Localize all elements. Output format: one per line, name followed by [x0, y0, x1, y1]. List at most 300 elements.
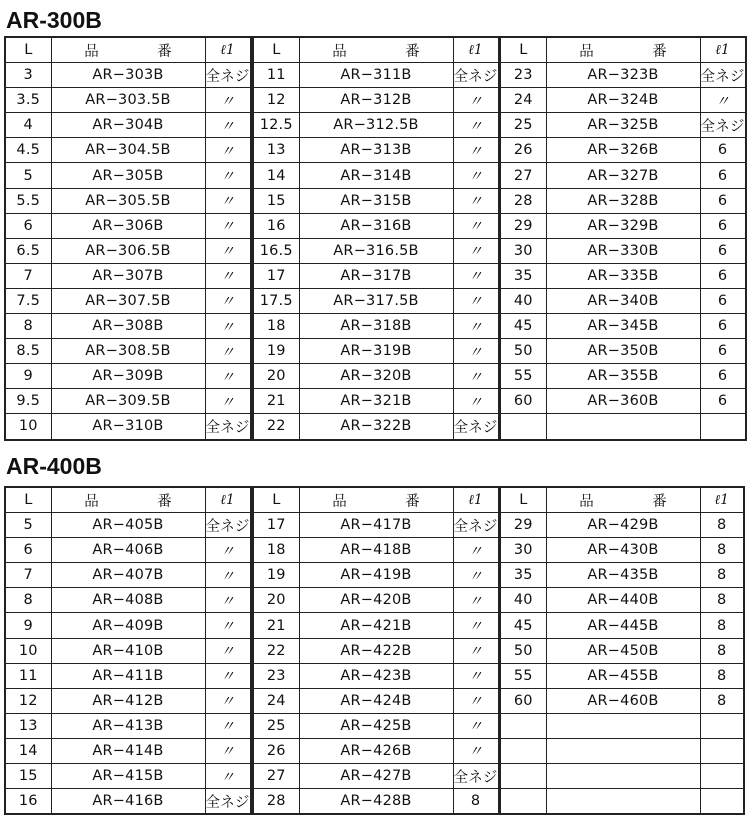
table-row [253, 613, 499, 638]
length-cell: 30 [500, 238, 546, 263]
thread-length-cell: 6 [700, 188, 746, 213]
table-row [500, 213, 746, 238]
length-cell: 21 [253, 613, 299, 638]
table-row [500, 764, 744, 789]
table-header-row [5, 487, 251, 513]
table-row [500, 113, 746, 138]
length-cell: 25 [253, 713, 299, 738]
part-number-cell: AR−430B [546, 538, 700, 563]
part-number-cell: AR−312B [299, 88, 453, 113]
length-cell: 9 [5, 364, 51, 389]
part-number-cell: AR−406B [51, 538, 205, 563]
length-cell: 60 [500, 688, 546, 713]
table-row [5, 88, 251, 113]
part-number-cell: AR−405B [51, 513, 205, 538]
table-row [253, 113, 499, 138]
part-number-cell: AR−445B [546, 613, 700, 638]
thread-length-cell: 6 [700, 263, 746, 288]
thread-length-cell: 〃 [453, 263, 499, 288]
thread-length-cell: 〃 [205, 663, 251, 688]
length-cell: 11 [253, 63, 299, 88]
part-number-cell: AR−411B [51, 663, 205, 688]
section-title-ar-400b: AR-400B [6, 453, 102, 479]
length-cell: 13 [5, 713, 51, 738]
length-cell: 25 [500, 113, 546, 138]
length-cell: 27 [253, 764, 299, 789]
part-number-cell [546, 414, 700, 440]
part-number-cell: AR−320B [299, 364, 453, 389]
thread-length-cell: 8 [453, 789, 499, 815]
length-cell: 7 [5, 563, 51, 588]
part-number-cell: AR−425B [299, 713, 453, 738]
thread-length-cell: 6 [700, 238, 746, 263]
length-cell [500, 764, 546, 789]
length-cell: 8.5 [5, 339, 51, 364]
thread-length-cell: 〃 [453, 538, 499, 563]
part-number-cell: AR−417B [299, 513, 453, 538]
part-number-cell: AR−306B [51, 213, 205, 238]
thread-length-cell: 全ネジ [205, 513, 251, 538]
table-row [5, 188, 251, 213]
length-cell: 13 [253, 138, 299, 163]
table-row [5, 163, 251, 188]
length-cell: 5 [5, 163, 51, 188]
thread-length-cell: 〃 [205, 288, 251, 313]
part-number-cell: AR−350B [546, 339, 700, 364]
table-row [253, 213, 499, 238]
thread-length-cell: 〃 [205, 213, 251, 238]
part-number-cell: AR−306.5B [51, 238, 205, 263]
thread-length-cell: 〃 [453, 563, 499, 588]
part-number-cell: AR−428B [299, 789, 453, 815]
part-number-cell: AR−311B [299, 63, 453, 88]
table-row [500, 339, 746, 364]
header-thread-length: ℓ1 [700, 487, 744, 513]
table-row [253, 513, 499, 538]
part-number-cell: AR−360B [546, 389, 700, 414]
table-row [253, 738, 499, 763]
thread-length-cell: 〃 [205, 314, 251, 339]
table-row [5, 314, 251, 339]
table-row [253, 663, 499, 688]
length-cell: 10 [5, 414, 51, 440]
table-row [500, 713, 744, 738]
header-part-number: 品 番 [546, 487, 700, 513]
part-number-cell: AR−310B [51, 414, 205, 440]
thread-length-cell [700, 414, 746, 440]
length-cell: 19 [253, 563, 299, 588]
length-cell: 18 [253, 538, 299, 563]
table-row [253, 638, 499, 663]
length-cell [500, 789, 546, 815]
part-number-cell: AR−440B [546, 588, 700, 613]
part-number-cell: AR−413B [51, 713, 205, 738]
length-cell [500, 713, 546, 738]
length-cell: 55 [500, 364, 546, 389]
table-row [253, 138, 499, 163]
thread-length-cell: 全ネジ [205, 789, 251, 815]
table-row [253, 713, 499, 738]
part-number-cell: AR−307.5B [51, 288, 205, 313]
part-number-cell: AR−416B [51, 789, 205, 815]
length-cell: 16.5 [253, 238, 299, 263]
part-number-cell: AR−326B [546, 138, 700, 163]
table-header-row [500, 487, 744, 513]
thread-length-cell: 6 [700, 339, 746, 364]
table-row [500, 638, 744, 663]
length-cell: 10 [5, 638, 51, 663]
part-number-cell: AR−335B [546, 263, 700, 288]
length-cell: 30 [500, 538, 546, 563]
part-number-cell: AR−315B [299, 188, 453, 213]
thread-length-cell: 〃 [205, 88, 251, 113]
length-cell: 50 [500, 339, 546, 364]
table-row [253, 688, 499, 713]
thread-length-cell: 〃 [453, 613, 499, 638]
section-title-ar-300b: AR-300B [6, 7, 102, 33]
table-header-row [253, 37, 499, 63]
header-thread-length: ℓ1 [205, 487, 251, 513]
table-row [5, 638, 251, 663]
part-number-cell: AR−415B [51, 764, 205, 789]
table-row [5, 738, 251, 763]
thread-length-cell: 8 [700, 663, 744, 688]
length-cell: 9.5 [5, 389, 51, 414]
header-length: L [253, 487, 299, 513]
part-number-cell: AR−328B [546, 188, 700, 213]
thread-length-cell: 〃 [205, 613, 251, 638]
header-part-number: 品 番 [51, 37, 205, 63]
header-length: L [5, 37, 51, 63]
length-cell: 12 [253, 88, 299, 113]
length-cell: 23 [500, 63, 546, 88]
table-row [500, 513, 744, 538]
part-number-cell: AR−407B [51, 563, 205, 588]
table-header-row [500, 37, 746, 63]
table-row [5, 663, 251, 688]
spec-table-2 [252, 486, 500, 815]
table-row [253, 314, 499, 339]
table-row [500, 563, 744, 588]
thread-length-cell: 8 [700, 638, 744, 663]
part-number-cell: AR−329B [546, 213, 700, 238]
part-number-cell: AR−419B [299, 563, 453, 588]
thread-length-cell: 〃 [453, 113, 499, 138]
part-number-cell: AR−324B [546, 88, 700, 113]
thread-length-cell: 〃 [453, 389, 499, 414]
thread-length-cell: 〃 [453, 314, 499, 339]
length-cell: 28 [253, 789, 299, 815]
length-cell: 60 [500, 389, 546, 414]
thread-length-cell [700, 738, 744, 763]
header-length: L [253, 37, 299, 63]
thread-length-cell: 全ネジ [700, 63, 746, 88]
length-cell: 20 [253, 364, 299, 389]
thread-length-cell: 〃 [205, 713, 251, 738]
length-cell: 14 [253, 163, 299, 188]
thread-length-cell: 〃 [205, 163, 251, 188]
table-row [5, 288, 251, 313]
spec-table-1 [4, 36, 252, 441]
part-number-cell: AR−423B [299, 663, 453, 688]
length-cell [500, 414, 546, 440]
part-number-cell: AR−321B [299, 389, 453, 414]
table-row [5, 613, 251, 638]
table-row [500, 288, 746, 313]
table-row [5, 588, 251, 613]
thread-length-cell: 8 [700, 588, 744, 613]
thread-length-cell: 全ネジ [205, 63, 251, 88]
length-cell: 11 [5, 663, 51, 688]
table-row [253, 263, 499, 288]
thread-length-cell: 〃 [205, 339, 251, 364]
table-row [253, 414, 499, 440]
header-length: L [500, 37, 546, 63]
length-cell: 27 [500, 163, 546, 188]
thread-length-cell: 〃 [453, 163, 499, 188]
length-cell: 7.5 [5, 288, 51, 313]
table-row [500, 613, 744, 638]
part-number-cell: AR−308B [51, 314, 205, 339]
header-thread-length: ℓ1 [453, 487, 499, 513]
thread-length-cell: 〃 [453, 238, 499, 263]
spec-table-2 [252, 36, 500, 441]
part-number-cell: AR−303B [51, 63, 205, 88]
table-row [500, 88, 746, 113]
thread-length-cell: 8 [700, 563, 744, 588]
thread-length-cell: 〃 [453, 339, 499, 364]
length-cell: 35 [500, 263, 546, 288]
part-number-cell: AR−308.5B [51, 339, 205, 364]
length-cell: 50 [500, 638, 546, 663]
table-row [500, 364, 746, 389]
table-row [5, 764, 251, 789]
length-cell: 15 [253, 188, 299, 213]
length-cell: 35 [500, 563, 546, 588]
thread-length-cell: 6 [700, 364, 746, 389]
thread-length-cell: 〃 [205, 738, 251, 763]
thread-length-cell: 6 [700, 163, 746, 188]
table-row [253, 364, 499, 389]
length-cell: 4.5 [5, 138, 51, 163]
table-row [500, 738, 744, 763]
thread-length-cell: 〃 [453, 663, 499, 688]
table-row [253, 764, 499, 789]
table-row [500, 663, 744, 688]
header-part-number: 品 番 [546, 37, 700, 63]
part-number-cell: AR−303.5B [51, 88, 205, 113]
length-cell: 16 [253, 213, 299, 238]
part-number-cell: AR−325B [546, 113, 700, 138]
table-row [500, 238, 746, 263]
part-number-cell: AR−307B [51, 263, 205, 288]
thread-length-cell: 〃 [205, 538, 251, 563]
length-cell: 40 [500, 288, 546, 313]
header-length: L [5, 487, 51, 513]
header-part-number: 品 番 [51, 487, 205, 513]
thread-length-cell: 〃 [453, 364, 499, 389]
thread-length-cell: 8 [700, 613, 744, 638]
thread-length-cell: 〃 [453, 638, 499, 663]
part-number-cell [546, 764, 700, 789]
table-row [5, 113, 251, 138]
length-cell: 4 [5, 113, 51, 138]
thread-length-cell: 全ネジ [453, 764, 499, 789]
thread-length-cell [700, 789, 744, 815]
thread-length-cell: 〃 [453, 738, 499, 763]
thread-length-cell: 〃 [453, 588, 499, 613]
part-number-cell: AR−420B [299, 588, 453, 613]
length-cell: 22 [253, 638, 299, 663]
table-row [500, 188, 746, 213]
table-row [253, 288, 499, 313]
header-thread-length: ℓ1 [700, 37, 746, 63]
part-number-cell: AR−427B [299, 764, 453, 789]
thread-length-cell: 6 [700, 288, 746, 313]
thread-length-cell: 〃 [453, 713, 499, 738]
table-row [500, 688, 744, 713]
thread-length-cell: 〃 [205, 389, 251, 414]
thread-length-cell: 〃 [453, 288, 499, 313]
part-number-cell: AR−314B [299, 163, 453, 188]
length-cell: 45 [500, 613, 546, 638]
thread-length-cell: 6 [700, 138, 746, 163]
part-number-cell: AR−424B [299, 688, 453, 713]
table-row [5, 563, 251, 588]
thread-length-cell: 〃 [205, 688, 251, 713]
thread-length-cell [700, 713, 744, 738]
table-row [253, 63, 499, 88]
length-cell: 17 [253, 513, 299, 538]
table-row [5, 389, 251, 414]
part-number-cell: AR−312.5B [299, 113, 453, 138]
part-number-cell: AR−319B [299, 339, 453, 364]
thread-length-cell: 〃 [205, 638, 251, 663]
table-header-row [253, 487, 499, 513]
table-row [5, 213, 251, 238]
length-cell: 21 [253, 389, 299, 414]
part-number-cell: AR−318B [299, 314, 453, 339]
part-number-cell: AR−422B [299, 638, 453, 663]
length-cell: 40 [500, 588, 546, 613]
thread-length-cell: 全ネジ [453, 63, 499, 88]
length-cell: 8 [5, 314, 51, 339]
table-row [5, 238, 251, 263]
length-cell: 5.5 [5, 188, 51, 213]
length-cell: 23 [253, 663, 299, 688]
thread-length-cell: 〃 [205, 263, 251, 288]
thread-length-cell: 全ネジ [453, 414, 499, 440]
length-cell: 24 [253, 688, 299, 713]
table-row [253, 538, 499, 563]
length-cell: 9 [5, 613, 51, 638]
length-cell: 12.5 [253, 113, 299, 138]
part-number-cell: AR−429B [546, 513, 700, 538]
table-row [500, 138, 746, 163]
length-cell: 3.5 [5, 88, 51, 113]
length-cell: 28 [500, 188, 546, 213]
thread-length-cell: 〃 [205, 764, 251, 789]
thread-length-cell: 全ネジ [205, 414, 251, 440]
thread-length-cell: 6 [700, 389, 746, 414]
part-number-cell: AR−305B [51, 163, 205, 188]
part-number-cell: AR−355B [546, 364, 700, 389]
table-row [500, 389, 746, 414]
length-cell: 20 [253, 588, 299, 613]
table-row [253, 339, 499, 364]
table-row [500, 588, 744, 613]
length-cell: 15 [5, 764, 51, 789]
table-row [253, 588, 499, 613]
table-row [253, 389, 499, 414]
header-part-number: 品 番 [299, 37, 453, 63]
table-row [500, 538, 744, 563]
length-cell: 22 [253, 414, 299, 440]
table-row [500, 314, 746, 339]
part-number-cell: AR−313B [299, 138, 453, 163]
thread-length-cell: 〃 [205, 188, 251, 213]
table-row [500, 163, 746, 188]
part-number-cell: AR−330B [546, 238, 700, 263]
table-row [500, 263, 746, 288]
length-cell: 12 [5, 688, 51, 713]
table-row [253, 163, 499, 188]
thread-length-cell: 〃 [205, 563, 251, 588]
part-number-cell: AR−316B [299, 213, 453, 238]
length-cell: 3 [5, 63, 51, 88]
table-row [253, 238, 499, 263]
part-number-cell: AR−408B [51, 588, 205, 613]
spec-table-3 [499, 36, 747, 441]
part-number-cell: AR−323B [546, 63, 700, 88]
table-row [253, 789, 499, 815]
length-cell: 16 [5, 789, 51, 815]
part-number-cell: AR−455B [546, 663, 700, 688]
length-cell: 6 [5, 538, 51, 563]
thread-length-cell: 〃 [205, 364, 251, 389]
part-number-cell: AR−414B [51, 738, 205, 763]
length-cell [500, 738, 546, 763]
part-number-cell: AR−412B [51, 688, 205, 713]
thread-length-cell: 〃 [453, 688, 499, 713]
part-number-cell: AR−345B [546, 314, 700, 339]
thread-length-cell: 〃 [205, 588, 251, 613]
thread-length-cell: 8 [700, 688, 744, 713]
length-cell: 5 [5, 513, 51, 538]
part-number-cell: AR−317.5B [299, 288, 453, 313]
part-number-cell: AR−410B [51, 638, 205, 663]
header-part-number: 品 番 [299, 487, 453, 513]
part-number-cell: AR−418B [299, 538, 453, 563]
length-cell: 26 [253, 738, 299, 763]
thread-length-cell: 〃 [205, 238, 251, 263]
thread-length-cell: 〃 [453, 213, 499, 238]
thread-length-cell: 〃 [700, 88, 746, 113]
table-row [5, 688, 251, 713]
header-thread-length: ℓ1 [205, 37, 251, 63]
header-length: L [500, 487, 546, 513]
part-number-cell: AR−322B [299, 414, 453, 440]
length-cell: 17 [253, 263, 299, 288]
thread-length-cell [700, 764, 744, 789]
length-cell: 45 [500, 314, 546, 339]
length-cell: 18 [253, 314, 299, 339]
length-cell: 17.5 [253, 288, 299, 313]
thread-length-cell: 〃 [205, 138, 251, 163]
length-cell: 24 [500, 88, 546, 113]
table-row [500, 789, 744, 815]
part-number-cell: AR−316.5B [299, 238, 453, 263]
